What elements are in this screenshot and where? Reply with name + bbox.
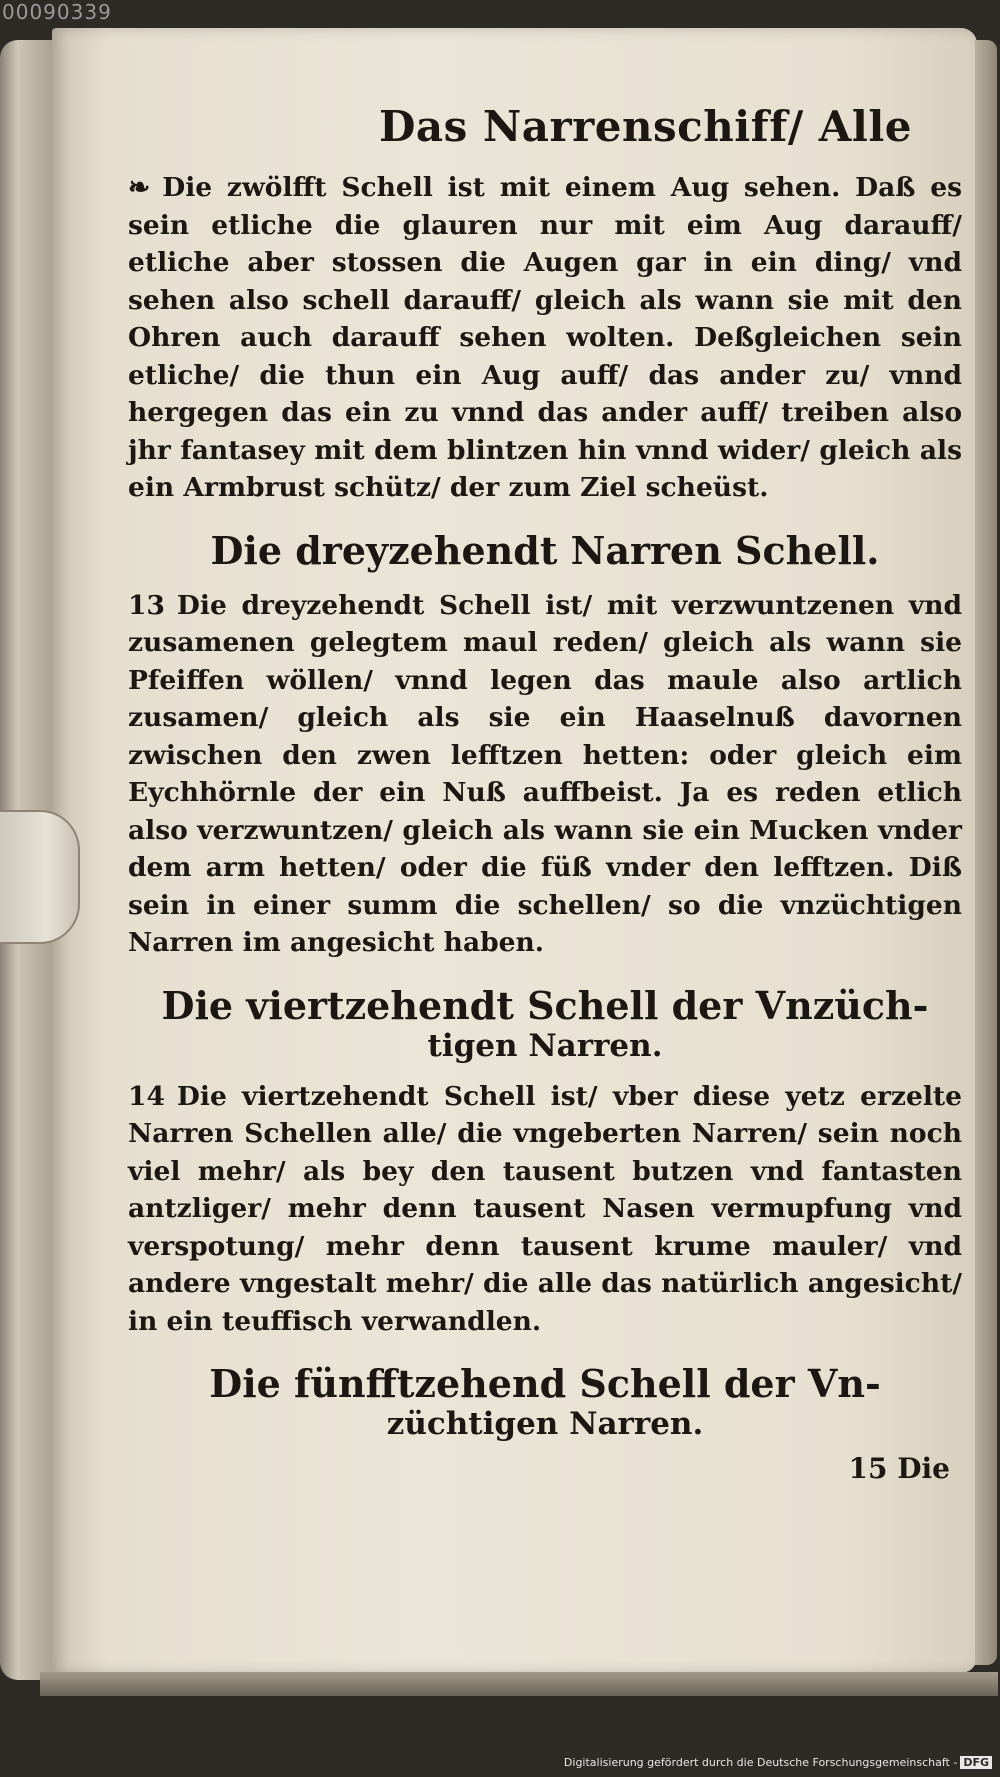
paragraph-fourteenth-bell: [128, 1078, 962, 1341]
paragraph-number: 14: [128, 1080, 165, 1112]
footer-credit: [564, 1756, 992, 1769]
paragraph-number: 13: [128, 589, 165, 621]
section-heading-line1: Die fünfftzehend Schell der Vn-: [209, 1361, 881, 1406]
section-heading-line2: tigen Narren.: [427, 1027, 663, 1064]
dfg-logo-icon: DFG: [960, 1756, 992, 1769]
section-heading-13: [128, 529, 962, 573]
scan-id: 00090339: [2, 0, 112, 24]
catchword: 15 Die: [848, 1452, 950, 1485]
running-head: Das Narrenschiff/ Alle: [378, 102, 912, 151]
paragraph-marker-icon: ❧: [128, 172, 151, 203]
book-right-edge: [975, 40, 997, 1665]
section-heading-14: [128, 984, 962, 1064]
paragraph-text: Die viertzehendt Schell ist/ vber diese yetz erzelte Narren Schellen alle/ die vngeberten Narren/ sein noch viel mehr/ als bey den tausent butzen vnd fantasten antzliger/ mehr denn tausent Nasen vermupfung vnd verspotung/ mehr denn tausent krume mauler/ vnd andere vngestalt mehr/ die alle das natürlich angesicht/ in ein teuffisch verwandlen.: [128, 1080, 962, 1337]
paragraph-twelfth-bell: [128, 169, 962, 507]
section-heading-15: [128, 1362, 962, 1442]
section-heading-line1: Die viertzehendt Schell der Vnzüch-: [161, 982, 929, 1028]
paragraph-thirteenth-bell: [128, 587, 962, 962]
paragraph-text: Die zwölfft Schell ist mit einem Aug sehen. Daß es sein etliche die glauren nur mit eim Aug darauff/ etliche aber stossen die Augen gar in ein ding/ vnd sehen also schell darauff/ gleich als wann sie mit den Ohren auch darauff sehen wolten. Deßgleichen sein etliche/ die thun ein Aug auff/ das ander zu/ vnnd hergegen das ein zu vnnd das ander auff/ treiben also jhr fantasey mit dem blintzen hin vnnd wider/ gleich als ein Armbrust schütz/ der zum Ziel scheüst.: [128, 172, 962, 503]
section-heading-line2: züchtigen Narren.: [386, 1406, 704, 1442]
section-heading-text: Die dreyzehendt Narren Schell.: [210, 527, 880, 573]
page-text: [128, 102, 962, 1456]
footer-text: Digitalisierung gefördert durch die Deutsche Forschungsgemeinschaft -: [563, 1756, 958, 1769]
book-bottom-edge: [40, 1672, 998, 1696]
book-clasp: [0, 810, 80, 944]
paragraph-text: Die dreyzehendt Schell ist/ mit verzwuntzenen vnd zusamenen gelegtem maul reden/ gleich als wann sie Pfeiffen wöllen/ vnnd legen das maule also artlich zusamen/ gleich als sie ein Haaselnuß davornen zwischen den zwen lefftzen hetten: oder gleich eim Eychhörnle der ein Nuß auffbeist. Ja es reden etlich also verzwuntzen/ gleich als wann sie ein Mucken vnder dem arm hetten/ oder die füß vnder den lefftzen. Diß sein in einer summ die schellen/ so die vnzüchtigen Narren im angesicht haben.: [128, 589, 962, 958]
